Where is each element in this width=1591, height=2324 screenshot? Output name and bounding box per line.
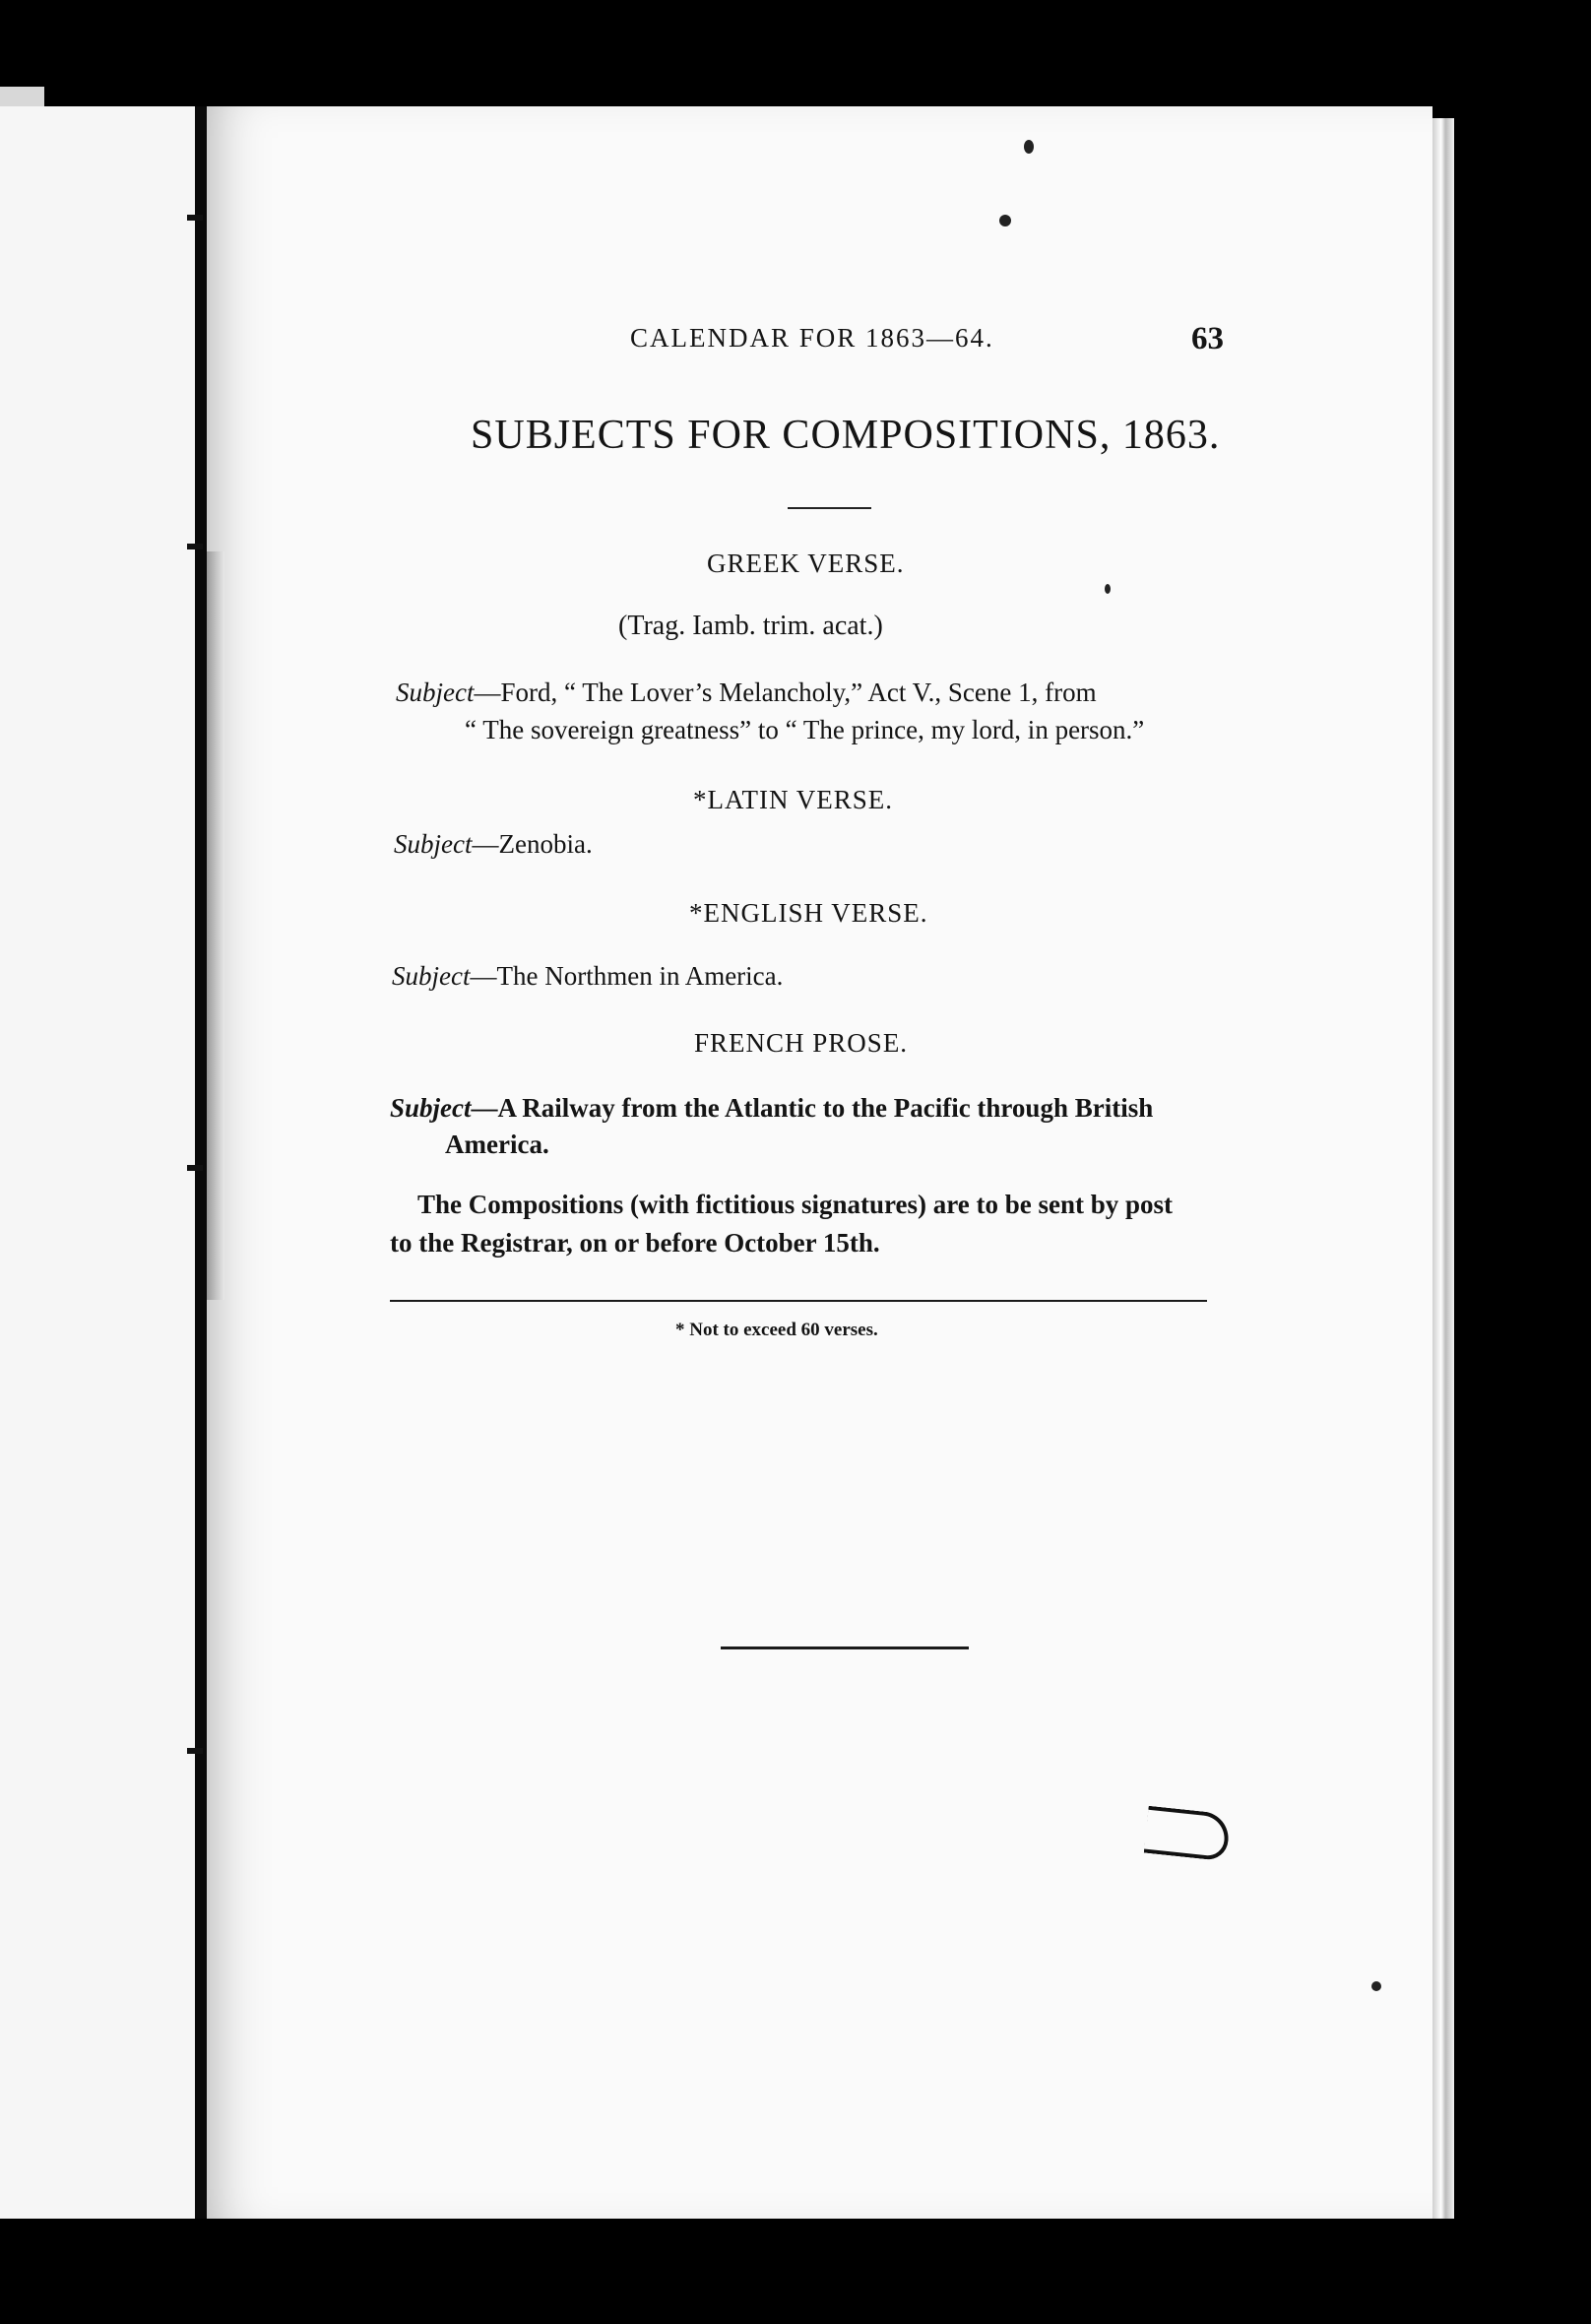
french-subject-line-2: America. [445,1130,549,1159]
ink-speck [1371,1981,1381,1991]
latin-subject-text: —Zenobia. [472,829,593,859]
facing-page-edge [0,106,195,2219]
spine-shadow [207,551,224,1300]
greek-verse-heading: GREEK VERSE. [707,549,905,578]
ink-speck [1105,584,1111,594]
english-subject-line [392,961,783,992]
subject-label: Subject [390,1093,472,1123]
french-prose-heading: FRENCH PROSE. [694,1028,909,1058]
footnote: * Not to exceed 60 verses. [675,1320,878,1340]
ink-speck [999,215,1011,226]
subject-label: Subject [394,829,473,859]
french-subject-line-1 [390,1093,1153,1124]
greek-subject-line-1 [396,678,1097,708]
page-title: SUBJECTS FOR COMPOSITIONS, 1863. [471,413,1221,458]
english-subject-text: —The Northmen in America. [470,961,784,991]
scan-border-bottom [0,2219,1591,2324]
binding-stitch [187,544,203,549]
running-head: CALENDAR FOR 1863—64. [630,323,994,353]
notice-line-1: The Compositions (with fictitious signatures) are to be sent by post [417,1190,1174,1219]
greek-subject-line-2: “ The sovereign greatness” to “ The prince, my lord, in person.” [465,715,1145,744]
page-number: 63 [1191,321,1224,356]
title-rule [788,507,871,509]
english-verse-heading: *ENGLISH VERSE. [689,898,928,928]
binding-stitch [187,215,203,221]
scan-border-top [0,0,1591,106]
scan-border-right [1454,106,1591,2219]
greek-subject-text: —Ford, “ The Lover’s Melancholy,” Act V., Scene 1, from [474,678,1097,707]
binding-stitch [187,1748,203,1754]
footnote-rule [390,1300,1207,1302]
greek-meter: (Trag. Iamb. trim. acat.) [618,611,883,641]
subject-label: Subject [392,961,471,991]
page-edge [1432,118,1454,2219]
notice-line-2: to the Registrar, on or before October 15th. [390,1228,880,1258]
scan-notch [0,87,44,108]
book-spine [195,106,207,2219]
subject-label: Subject [396,678,475,707]
latin-subject-line [394,829,593,860]
ink-speck [1024,140,1034,154]
french-subject-text: —A Railway from the Atlantic to the Pacific through British [471,1093,1154,1123]
latin-verse-heading: *LATIN VERSE. [693,785,894,814]
binding-stitch [187,1165,203,1171]
end-rule [721,1646,969,1649]
